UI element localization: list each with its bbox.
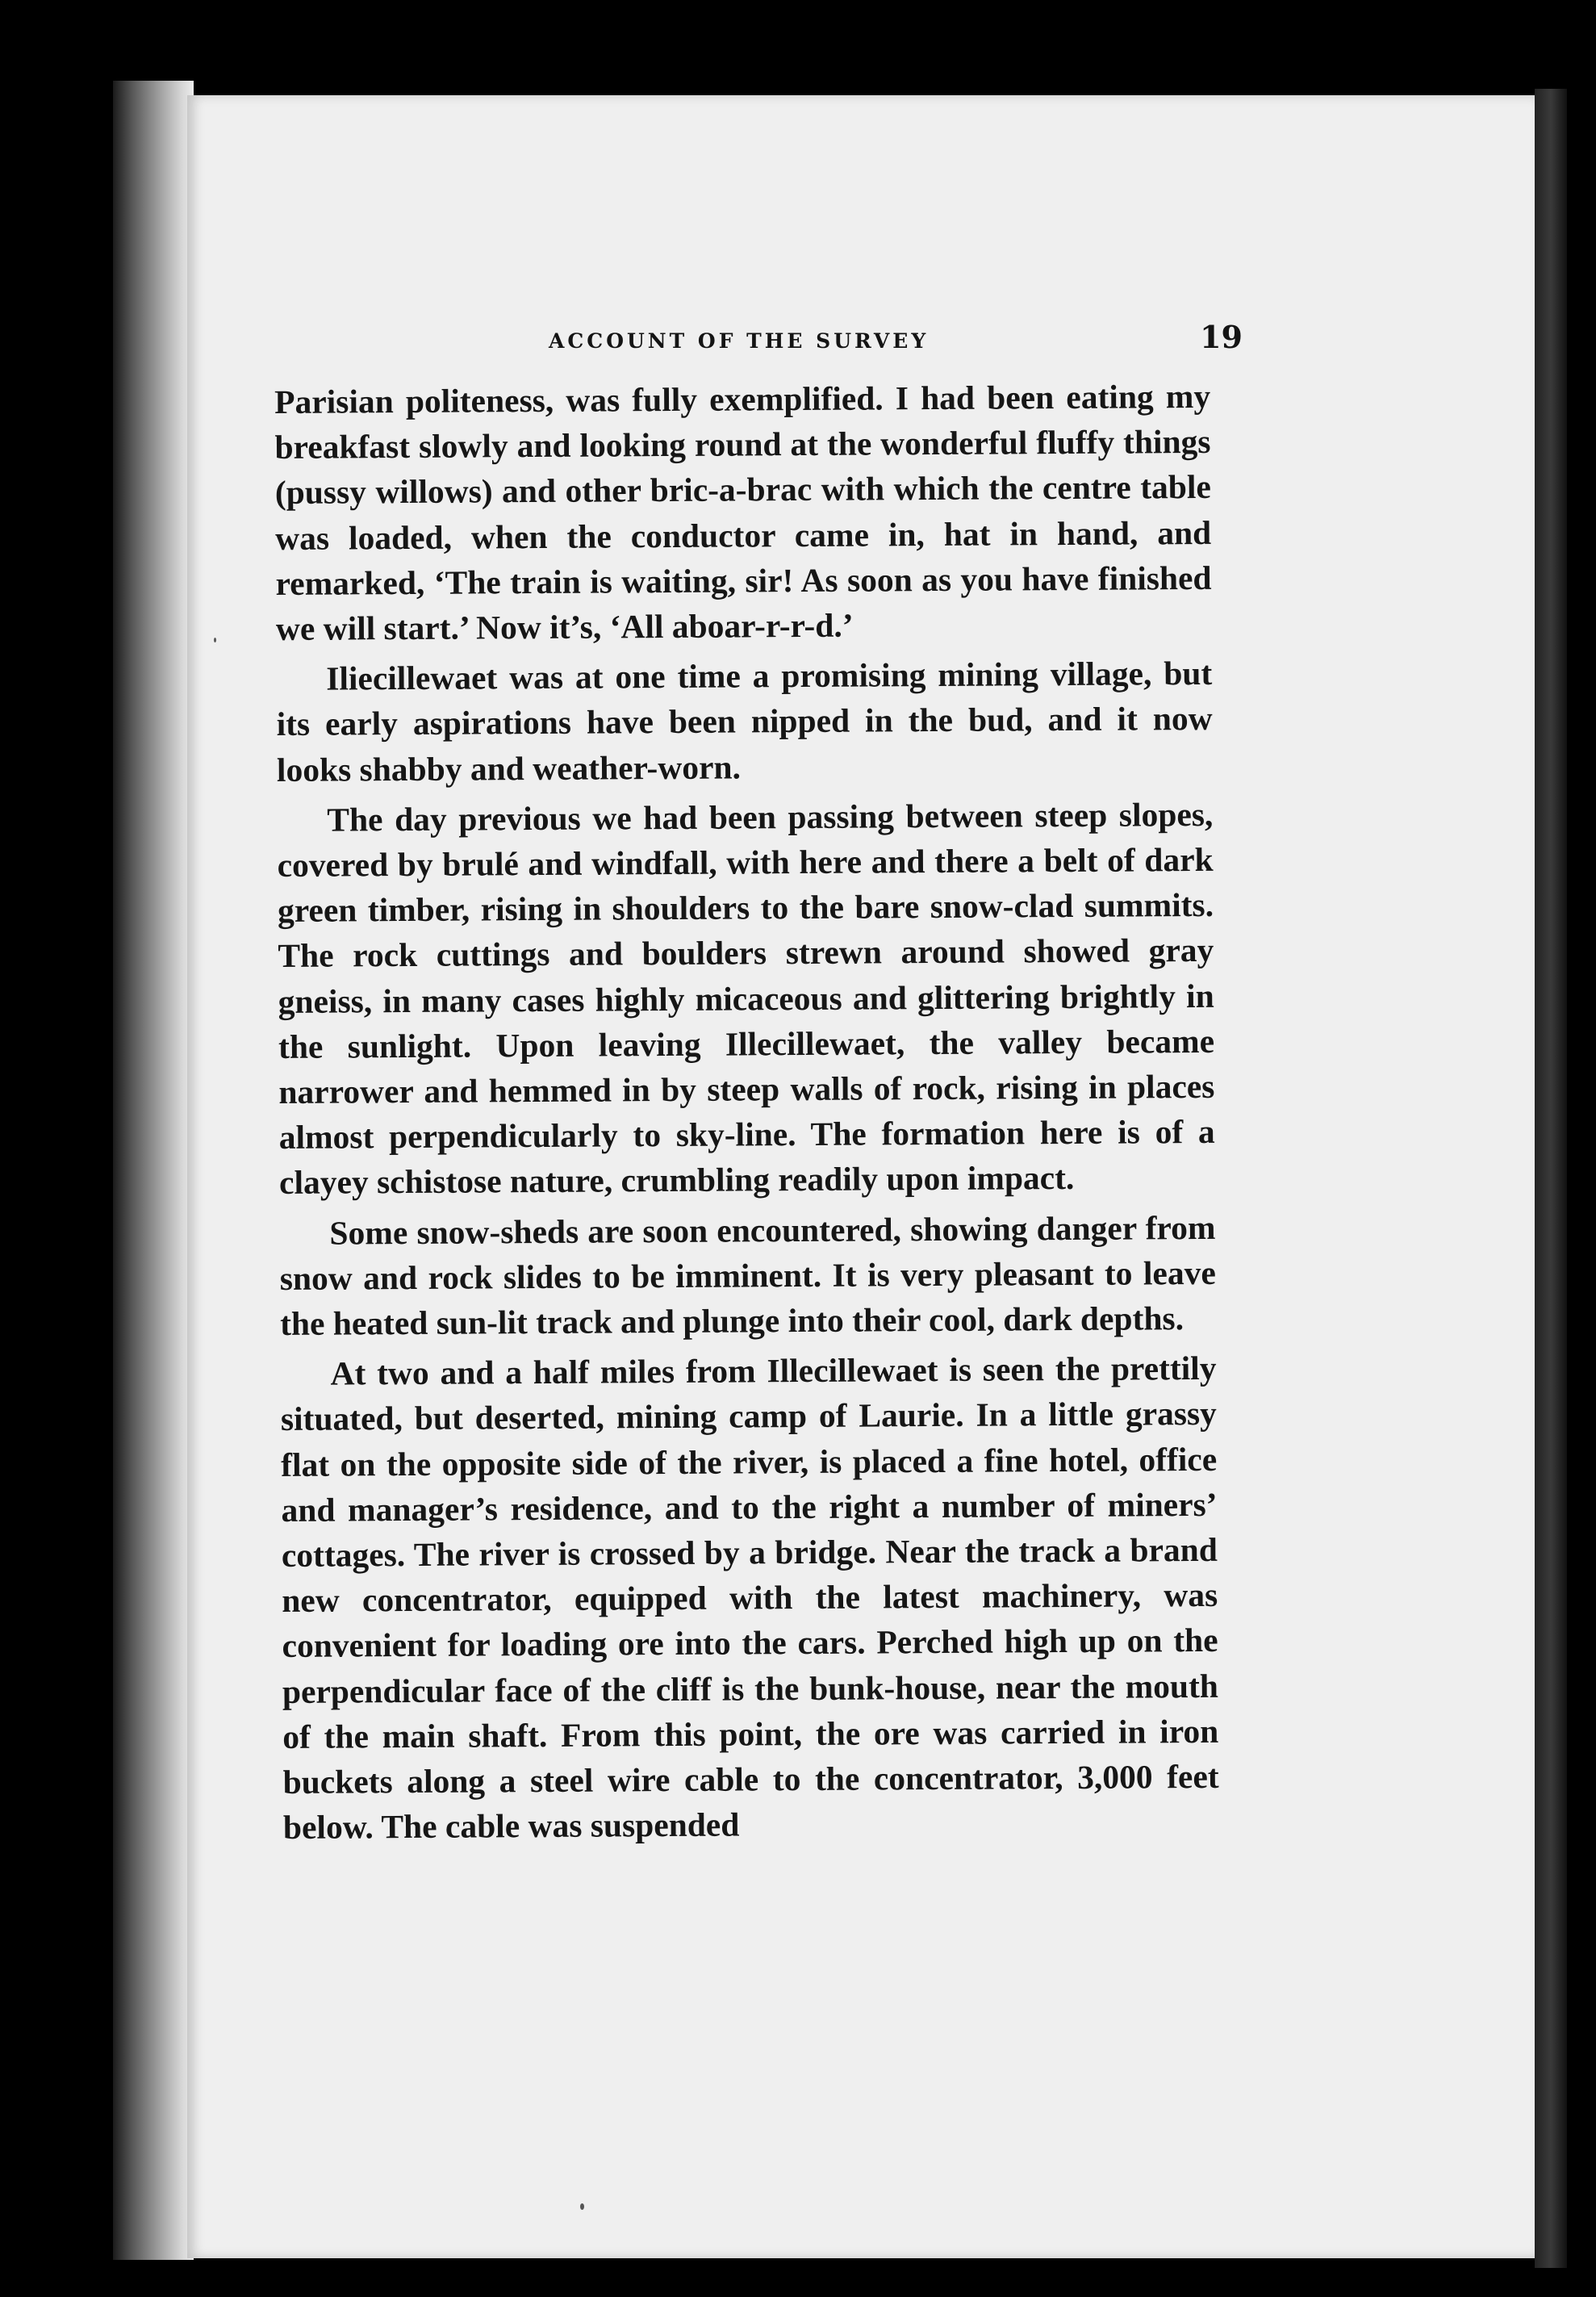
paragraph-2: Iliecillewaet was at one time a promising mining village, but its early aspirations have been nipped in the bud, and it now looks shabby and weather-worn. [276, 655, 1213, 789]
page-edge [1535, 89, 1567, 2268]
running-title: ACCOUNT OF THE SURVEY [549, 329, 930, 353]
page-number: 19 [1200, 319, 1243, 355]
running-head [355, 319, 1243, 355]
paragraph-4: Some snow-sheds are soon encountered, showing danger from snow and rock slides to be imminent. It is very pleasant to leave the heated sun-lit track and plunge into their cool, dark depths. [279, 1208, 1216, 1343]
book-gutter [113, 81, 194, 2260]
body-text [274, 374, 1219, 1851]
paragraph-3: The day previous we had been passing between steep slopes, covered by brulé and windfall, with here and there a belt of dark green timber, rising in shoulders to the bare snow-clad summits. The rock cuttings and boulders strewn around showed gray gneiss, in many cases highly micaceous and glittering brightly in the sunlight. Upon leaving Illecillewaet, the valley became narrower and hemmed in by steep walls of rock, rising in places almost perpendicularly to sky-line. The formation here is of a clayey schistose nature, crumbling readily upon impact. [277, 795, 1215, 1202]
paragraph-1: Parisian politeness, was fully exemplified. I had been eating my breakfast slowly and looking round at the wonderful fluffy things (pussy willows) and other bric-a-brac with which the centre table was loaded, when the conductor came in, hat in hand, and remarked, ‘The train is waiting, sir! As soon as you have finished we will start.’ Now it’s, ‘All aboar-r-r-d.’ [274, 377, 1212, 648]
paragraph-5: At two and a half miles from Illecillewaet is seen the prettily situated, but deserted, mining camp of Laurie. In a little grassy flat on the opposite side of the river, is placed a fine hotel, office and manager’s residence, and to the right a number of miners’ cottages. The river is crossed by a bridge. Near the track a brand new concentrator, equipped with the latest machinery, was convenient for loading ore into the cars. Perched high up on the perpendicular face of the cliff is the bunk-house, near the mouth of the main shaft. From this point, the ore was carried in iron buckets along a steel wire cable to the concentrator, 3,000 feet below. The cable was suspended [280, 1349, 1219, 1847]
dust-speck [580, 2203, 584, 2210]
dust-speck [214, 638, 216, 642]
